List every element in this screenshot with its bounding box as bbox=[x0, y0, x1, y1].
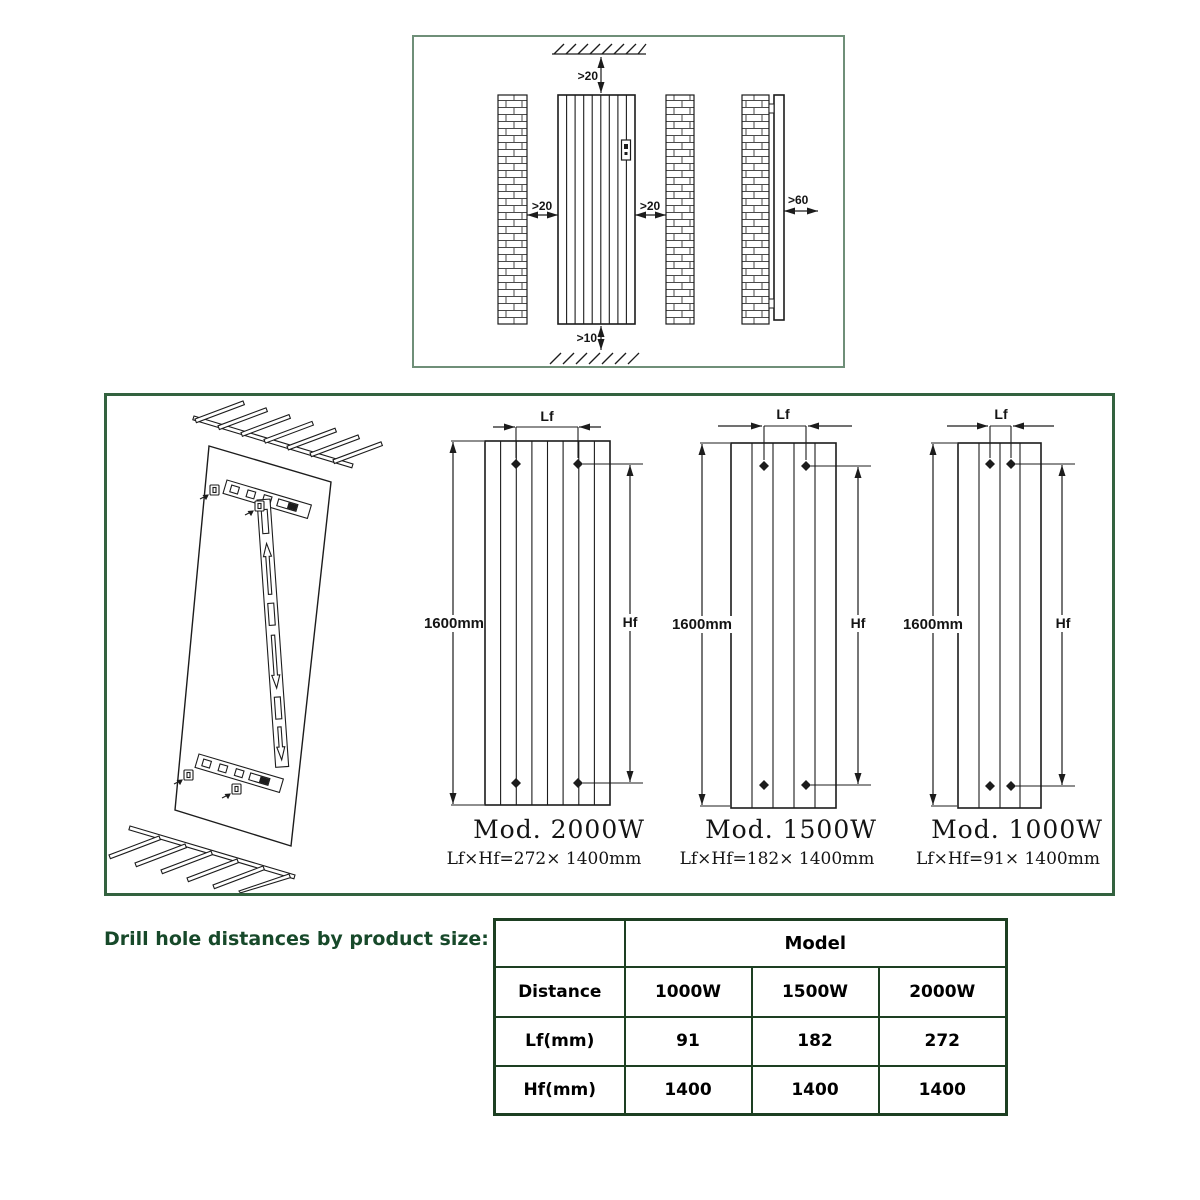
hf-1000w: 1400 bbox=[625, 1066, 752, 1115]
table-column-header-row bbox=[495, 967, 1007, 1017]
model-title-1000w: Mod. 1000W bbox=[931, 815, 1103, 844]
radiator-front-view bbox=[558, 95, 635, 324]
right-brick-wall bbox=[666, 95, 694, 324]
model-title-2000w: Mod. 2000W bbox=[473, 815, 645, 844]
clearance-diagram bbox=[414, 37, 843, 366]
lf-2000w: 272 bbox=[879, 1017, 1007, 1066]
row-label-hf: Hf(mm) bbox=[495, 1066, 625, 1115]
model-dimensions-2000w: Lf×Hf=272× 1400mm bbox=[446, 849, 642, 869]
drill-distance-table bbox=[493, 918, 1008, 1116]
hf-2000w: 1400 bbox=[879, 1066, 1007, 1115]
lf-label-1500w: Lf bbox=[776, 406, 790, 422]
hf-1500w: 1400 bbox=[752, 1066, 879, 1115]
table-corner-cell bbox=[495, 920, 625, 967]
table-model-header: Model bbox=[625, 920, 1007, 967]
total-height-label-1500w: 1600mm bbox=[671, 616, 733, 633]
table-header-1000w: 1000W bbox=[625, 967, 752, 1017]
hf-label-1500w: Hf bbox=[850, 615, 866, 631]
table-header-distance: Distance bbox=[495, 967, 625, 1017]
table-header-1500w: 1500W bbox=[752, 967, 879, 1017]
floor-clearance-label: >10 bbox=[576, 331, 597, 345]
model-dimensions-1000w: Lf×Hf=91× 1400mm bbox=[916, 849, 1100, 869]
isometric-installation-drawing bbox=[109, 401, 382, 893]
row-label-lf: Lf(mm) bbox=[495, 1017, 625, 1066]
control-panel bbox=[622, 140, 631, 160]
hf-label-1000w: Hf bbox=[1055, 615, 1071, 631]
total-height-label-1000w: 1600mm bbox=[902, 616, 964, 633]
model-diagram-1000w bbox=[903, 406, 1103, 869]
ceiling-hatch bbox=[552, 44, 646, 54]
lf-label-2000w: Lf bbox=[540, 408, 554, 424]
lf-1500w: 182 bbox=[752, 1017, 879, 1066]
table-row-hf bbox=[495, 1066, 1007, 1115]
left-brick-wall bbox=[498, 95, 527, 324]
model-diagram-2000w bbox=[424, 408, 645, 869]
lf-label-1000w: Lf bbox=[994, 406, 1008, 422]
radiator-side-view bbox=[742, 95, 784, 324]
lf-1000w: 91 bbox=[625, 1017, 752, 1066]
model-title-1500w: Mod. 1500W bbox=[705, 815, 877, 844]
left-clearance-label: >20 bbox=[531, 199, 553, 213]
total-height-label-2000w: 1600mm bbox=[423, 615, 485, 632]
section-heading: Drill hole distances by product size: bbox=[104, 928, 489, 950]
clearance-diagram-box bbox=[412, 35, 845, 368]
model-dimensions-1500w: Lf×Hf=182× 1400mm bbox=[679, 849, 875, 869]
hf-label-2000w: Hf bbox=[622, 614, 638, 630]
ceiling-clearance-label: >20 bbox=[577, 69, 598, 83]
wall-offset-label: >60 bbox=[788, 193, 809, 207]
table-header-2000w: 2000W bbox=[879, 967, 1007, 1017]
model-diagram-1500w bbox=[672, 406, 877, 869]
floor-hatch bbox=[550, 353, 639, 364]
models-diagram bbox=[107, 396, 1112, 893]
models-diagram-box bbox=[104, 393, 1115, 896]
right-clearance-label: >20 bbox=[639, 199, 661, 213]
table-row-lf bbox=[495, 1017, 1007, 1066]
